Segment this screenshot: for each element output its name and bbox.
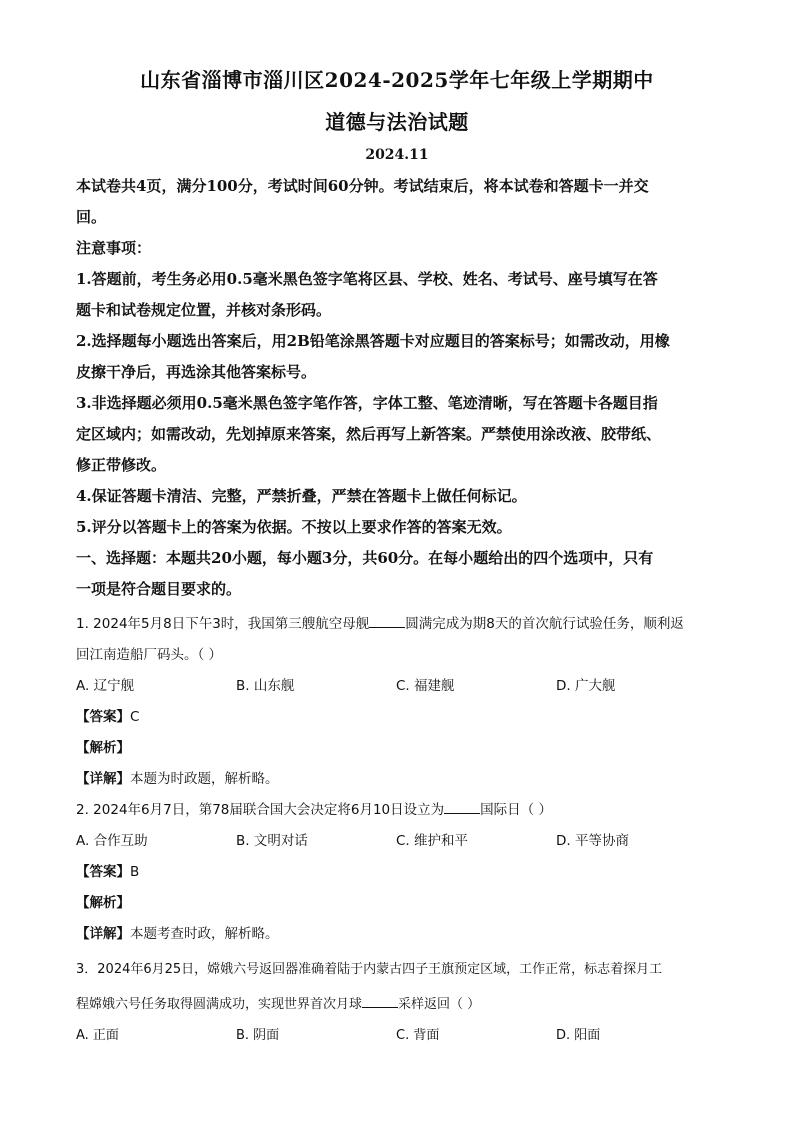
analysis-label: 【解析】 xyxy=(76,895,130,911)
question-1 xyxy=(76,609,716,795)
answer-label: 【答案】 xyxy=(76,709,130,725)
option-c: C. 福建舰 xyxy=(396,678,455,694)
option-d: D. 广大舰 xyxy=(556,678,616,694)
answer-blank xyxy=(362,993,398,1008)
notice-title: 注意事项： xyxy=(76,239,152,257)
question-stem xyxy=(76,795,716,826)
notice-item-3: 3.非选择题必须用0.5毫米黑色签字笔作答，字体工整、笔迹清晰，写在答题卡各题目指 xyxy=(76,394,658,412)
stem-text: 程嫦娥六号任务取得圆满成功，实现世界首次月球 xyxy=(76,997,363,1012)
option-c: C. 背面 xyxy=(396,1028,440,1043)
notice-item-1-cont: 题卡和试卷规定位置，并核对条形码。 xyxy=(76,301,332,319)
stem-text: 2. 2024年6月7日，第78届联合国大会决定将6月10日设立为 xyxy=(76,802,445,818)
option-a: A. 辽宁舰 xyxy=(76,678,135,694)
question-stem-cont xyxy=(76,989,716,1020)
stem-text: 圆满完成为期8天的首次航行试验任务，顺利返 xyxy=(405,616,684,632)
detail-label: 【详解】 xyxy=(76,926,130,942)
answer-label: 【答案】 xyxy=(76,864,130,880)
option-a: A. 合作互助 xyxy=(76,833,148,849)
exam-instructions xyxy=(76,171,716,605)
option-d: D. 平等协商 xyxy=(556,833,629,849)
exam-title-line1: 山东省淄博市淄川区2024-2025学年七年级上学期期中 xyxy=(140,68,654,92)
stem-text: 1. 2024年5月8日下午3时，我国第三艘航空母舰 xyxy=(76,616,370,632)
stem-text: 国际日（ ） xyxy=(480,802,552,818)
question-3 xyxy=(76,951,716,1051)
option-a: A. 正面 xyxy=(76,1028,119,1043)
analysis-label: 【解析】 xyxy=(76,740,130,756)
options-row xyxy=(76,826,716,857)
section-heading-cont: 一项是符合题目要求的。 xyxy=(76,580,242,598)
option-c: C. 维护和平 xyxy=(396,833,469,849)
answer-line xyxy=(76,702,716,733)
answer-blank xyxy=(444,799,480,814)
option-b: B. 阴面 xyxy=(236,1028,280,1043)
detail-line xyxy=(76,919,716,950)
exam-date: 2024.11 xyxy=(365,147,429,163)
answer-value: C xyxy=(130,709,140,725)
section-heading: 一、选择题：本题共20小题，每小题3分，共60分。在每小题给出的四个选项中，只有 xyxy=(76,549,654,567)
notice-item-2: 2.选择题每小题选出答案后，用2B铅笔涂黑答题卡对应题目的答案标号；如需改动，用橡 xyxy=(76,332,670,350)
answer-line xyxy=(76,857,716,888)
question-stem: 3．2024年6月25日，嫦娥六号返回器准确着陆于内蒙古四子王旗预定区域，工作正常，标志着探月工 xyxy=(76,962,663,977)
options-row xyxy=(76,671,716,702)
option-d: D. 阳面 xyxy=(556,1028,601,1043)
exam-title-line2: 道德与法治试题 xyxy=(325,110,469,134)
answer-value: B xyxy=(130,864,140,880)
question-stem-cont: 回江南造船厂码头。（ ） xyxy=(76,647,223,663)
question-stem xyxy=(76,609,716,640)
intro-line: 回。 xyxy=(76,208,107,226)
detail-label: 【详解】 xyxy=(76,771,130,787)
intro-line: 本试卷共4页，满分100分，考试时间60分钟。考试结束后，将本试卷和答题卡一并交 xyxy=(76,177,649,195)
option-b: B. 文明对话 xyxy=(236,833,308,849)
detail-text: 本题考查时政，解析略。 xyxy=(130,926,279,942)
detail-line xyxy=(76,764,716,795)
options-row xyxy=(76,1020,716,1051)
option-b: B. 山东舰 xyxy=(236,678,295,694)
question-2 xyxy=(76,795,716,950)
detail-text: 本题为时政题，解析略。 xyxy=(130,771,279,787)
notice-item-3-cont: 修正带修改。 xyxy=(76,456,167,474)
notice-item-2-cont: 皮擦干净后，再选涂其他答案标号。 xyxy=(76,363,317,381)
answer-blank xyxy=(369,613,405,628)
stem-text: 采样返回（ ） xyxy=(398,997,481,1012)
notice-item-4: 4.保证答题卡清洁、完整，严禁折叠，严禁在答题卡上做任何标记。 xyxy=(76,487,527,505)
notice-item-1: 1.答题前，考生务必用0.5毫米黑色签字笔将区县、学校、姓名、考试号、座号填写在答 xyxy=(76,270,658,288)
notice-item-5: 5.评分以答题卡上的答案为依据。不按以上要求作答的答案无效。 xyxy=(76,518,512,536)
notice-item-3-cont: 定区域内；如需改动，先划掉原来答案，然后再写上新答案。严禁使用涂改液、胶带纸、 xyxy=(76,425,662,443)
